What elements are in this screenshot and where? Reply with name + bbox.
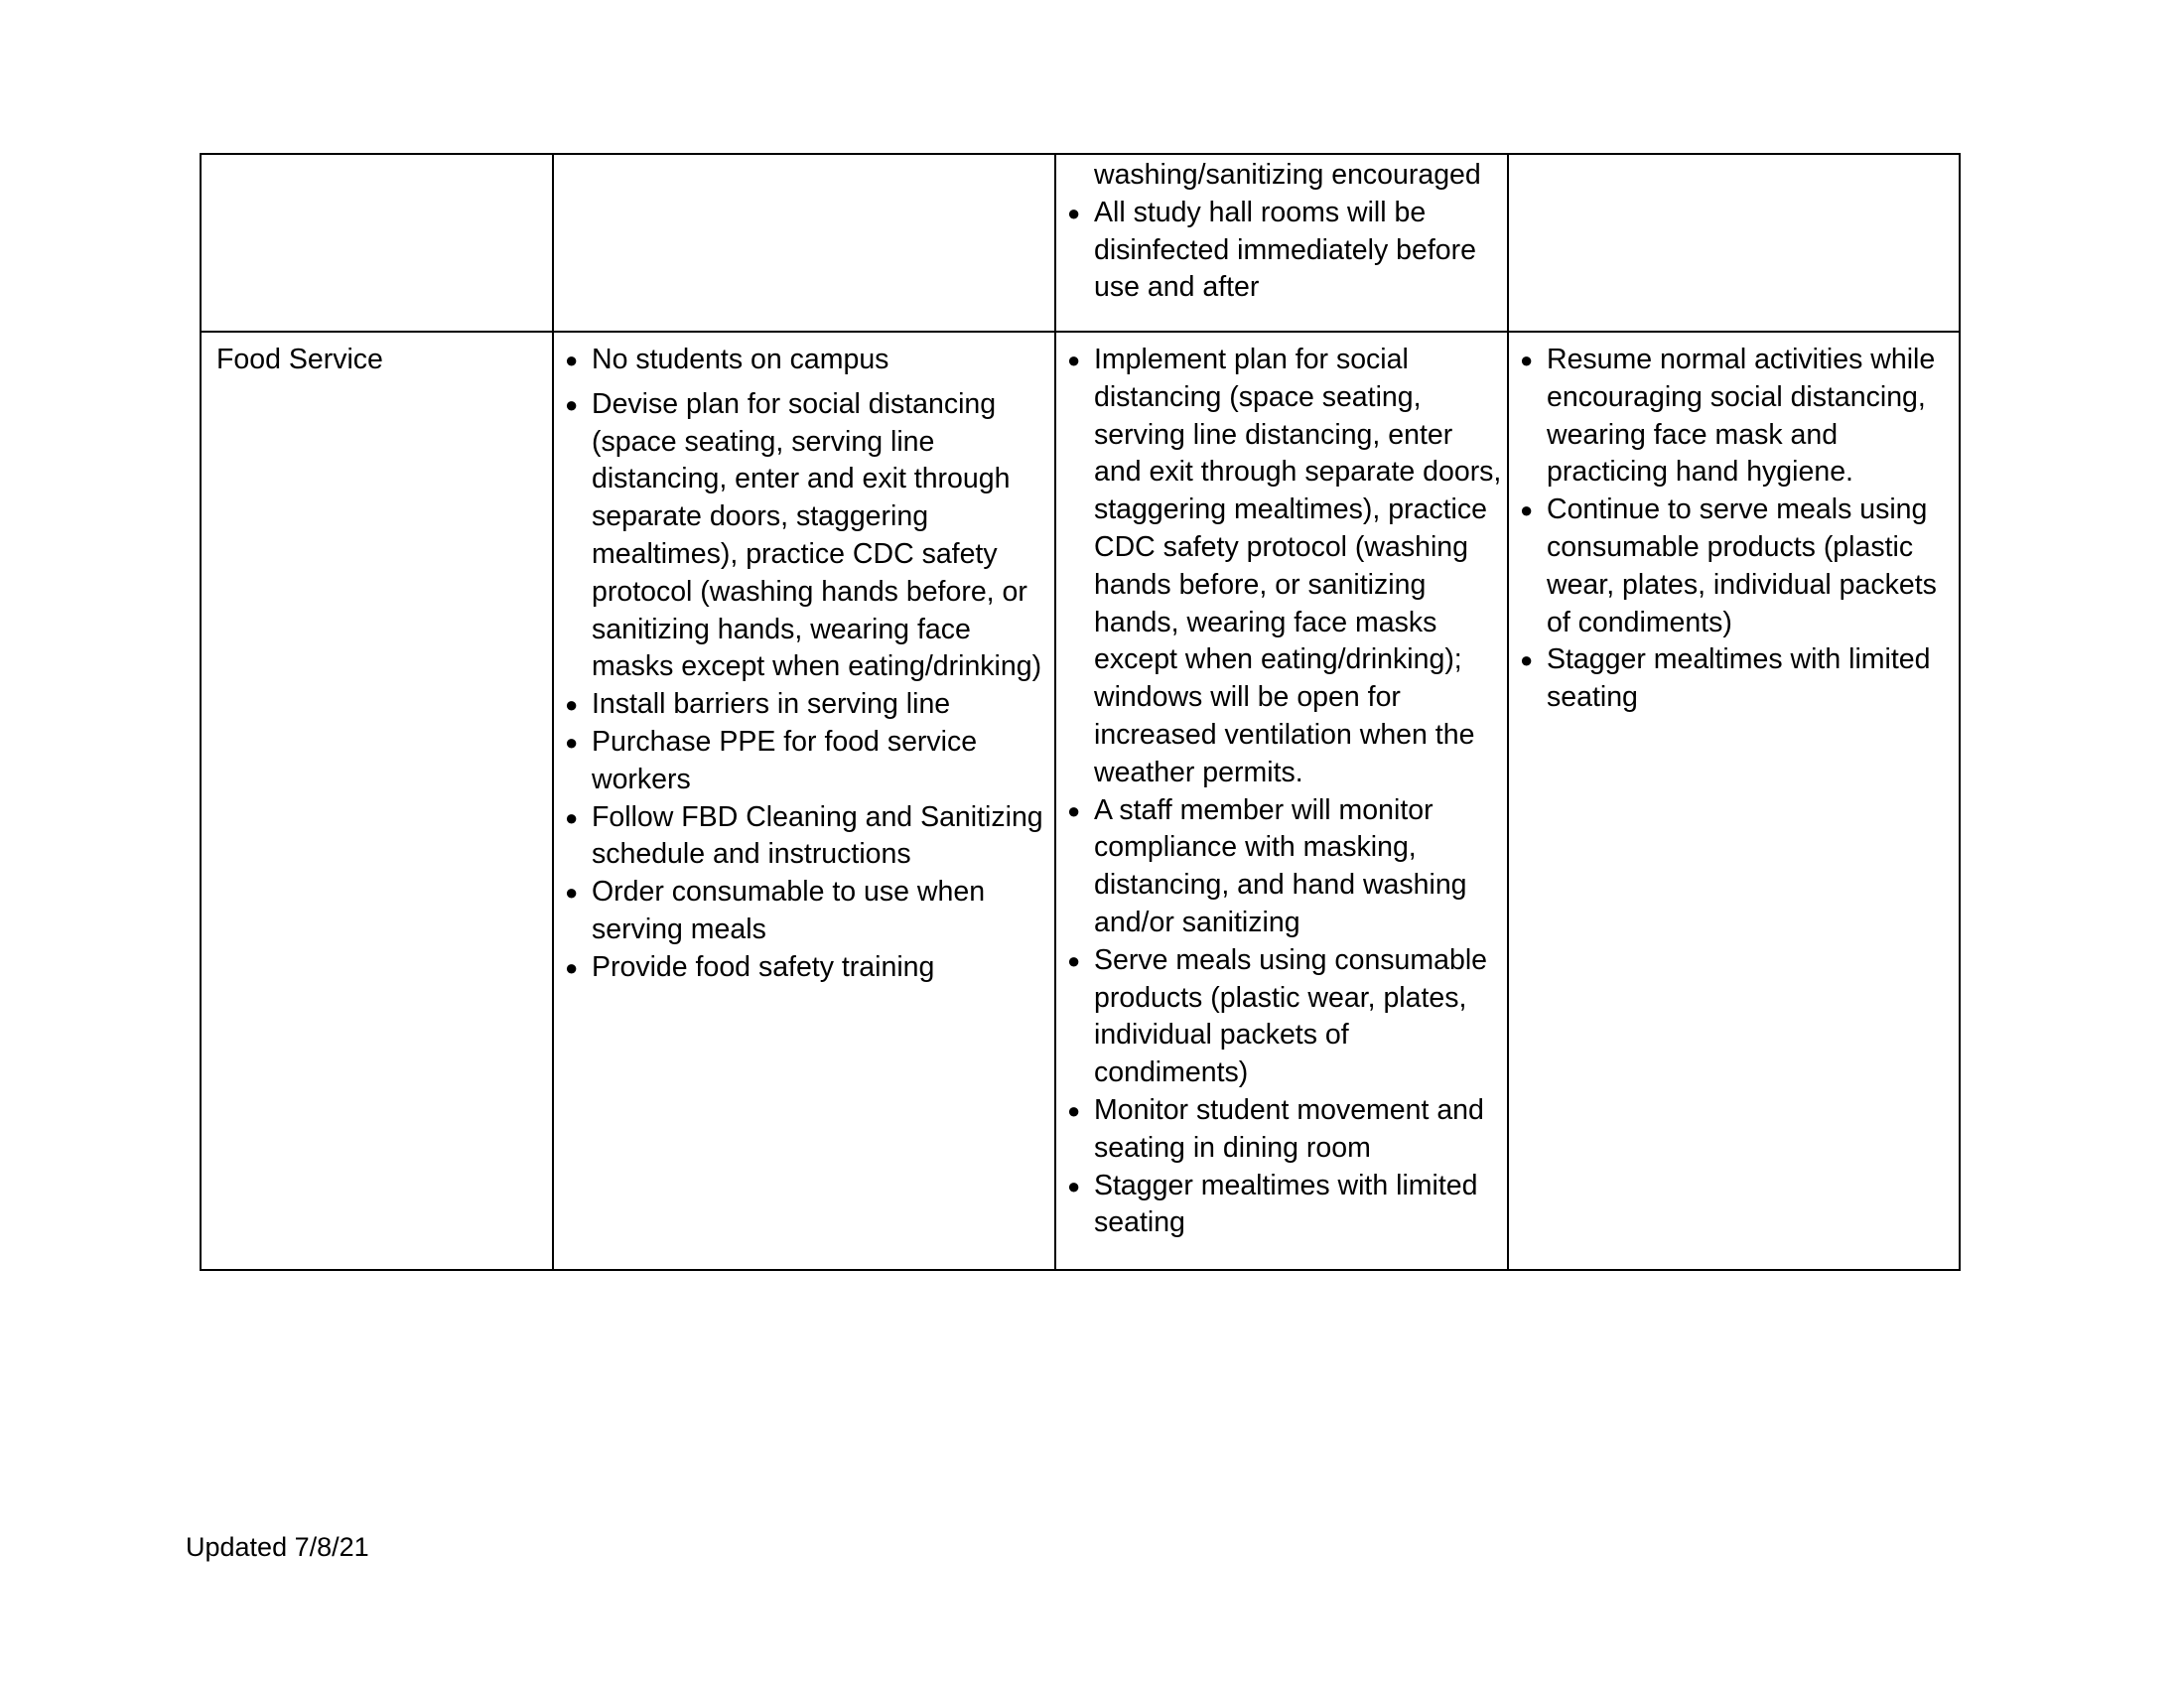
updated-date: Updated 7/8/21 (186, 1532, 369, 1562)
list-item: ● Continue to serve meals using consumable products (plastic wear, plates, individual packets of condiments) (1547, 492, 1959, 641)
list-item: ● Resume normal activities while encouraging social distancing, wearing face mask and practicing hand hygiene. (1547, 342, 1959, 492)
list-item: ● Stagger mealtimes with limited seating (1094, 1168, 1507, 1243)
plan-table (200, 153, 1961, 1271)
continuation-row (201, 154, 1960, 332)
list-item: ● A staff member will monitor compliance with masking, distancing, and hand washing and/or sanitizing (1094, 792, 1507, 942)
food-service-col4-cell (1508, 332, 1960, 1270)
food-service-col4-list (1509, 342, 1959, 717)
continuation-row-col3-cell (1055, 154, 1508, 332)
continuation-row-col4-cell (1508, 154, 1960, 332)
continuation-row-label-cell (201, 154, 553, 332)
food-service-col3-list (1056, 342, 1507, 1242)
list-item: ● Install barriers in serving line (592, 686, 1054, 724)
list-item: ● Monitor student movement and seating in dining room (1094, 1092, 1507, 1168)
list-item: washing/sanitizing encouraged (1094, 159, 1481, 191)
list-item: ● Devise plan for social distancing (space seating, serving line distancing, enter and exit through separate doors, staggering mealtimes), practice CDC safety protocol (washing hands before, or sanitizing hands, wearing face masks except when eating/drinking) (592, 386, 1054, 686)
food-service-col2-cell (553, 332, 1055, 1270)
list-item: ● Follow FBD Cleaning and Sanitizing schedule and instructions (592, 799, 1054, 875)
continuation-col3-list (1056, 157, 1507, 307)
food-service-label-cell (201, 332, 553, 1270)
list-item: ● Provide food safety training (592, 949, 1054, 987)
list-item: ● Implement plan for social distancing (space seating, serving line distancing, enter and exit through separate doors, staggering mealtimes), practice CDC safety protocol (washing hands before, or sanitizing hands, wearing face masks except when eating/drinking); windows will be open for increased ventilation when the weather permits. (1094, 342, 1507, 792)
list-item: ● Purchase PPE for food service workers (592, 724, 1054, 799)
list-item: ● No students on campus (592, 342, 1054, 379)
food-service-col3-cell (1055, 332, 1508, 1270)
list-item: ● Order consumable to use when serving meals (592, 874, 1054, 949)
food-service-col2-list (554, 342, 1054, 987)
list-item: ● All study hall rooms will be disinfected immediately before use and after (1094, 195, 1507, 307)
list-item: ● Serve meals using consumable products (plastic wear, plates, individual packets of condiments) (1094, 942, 1507, 1092)
food-service-row (201, 332, 1960, 1270)
food-service-label: Food Service (216, 344, 383, 375)
list-item: ● Stagger mealtimes with limited seating (1547, 641, 1959, 717)
continuation-row-col2-cell (553, 154, 1055, 332)
